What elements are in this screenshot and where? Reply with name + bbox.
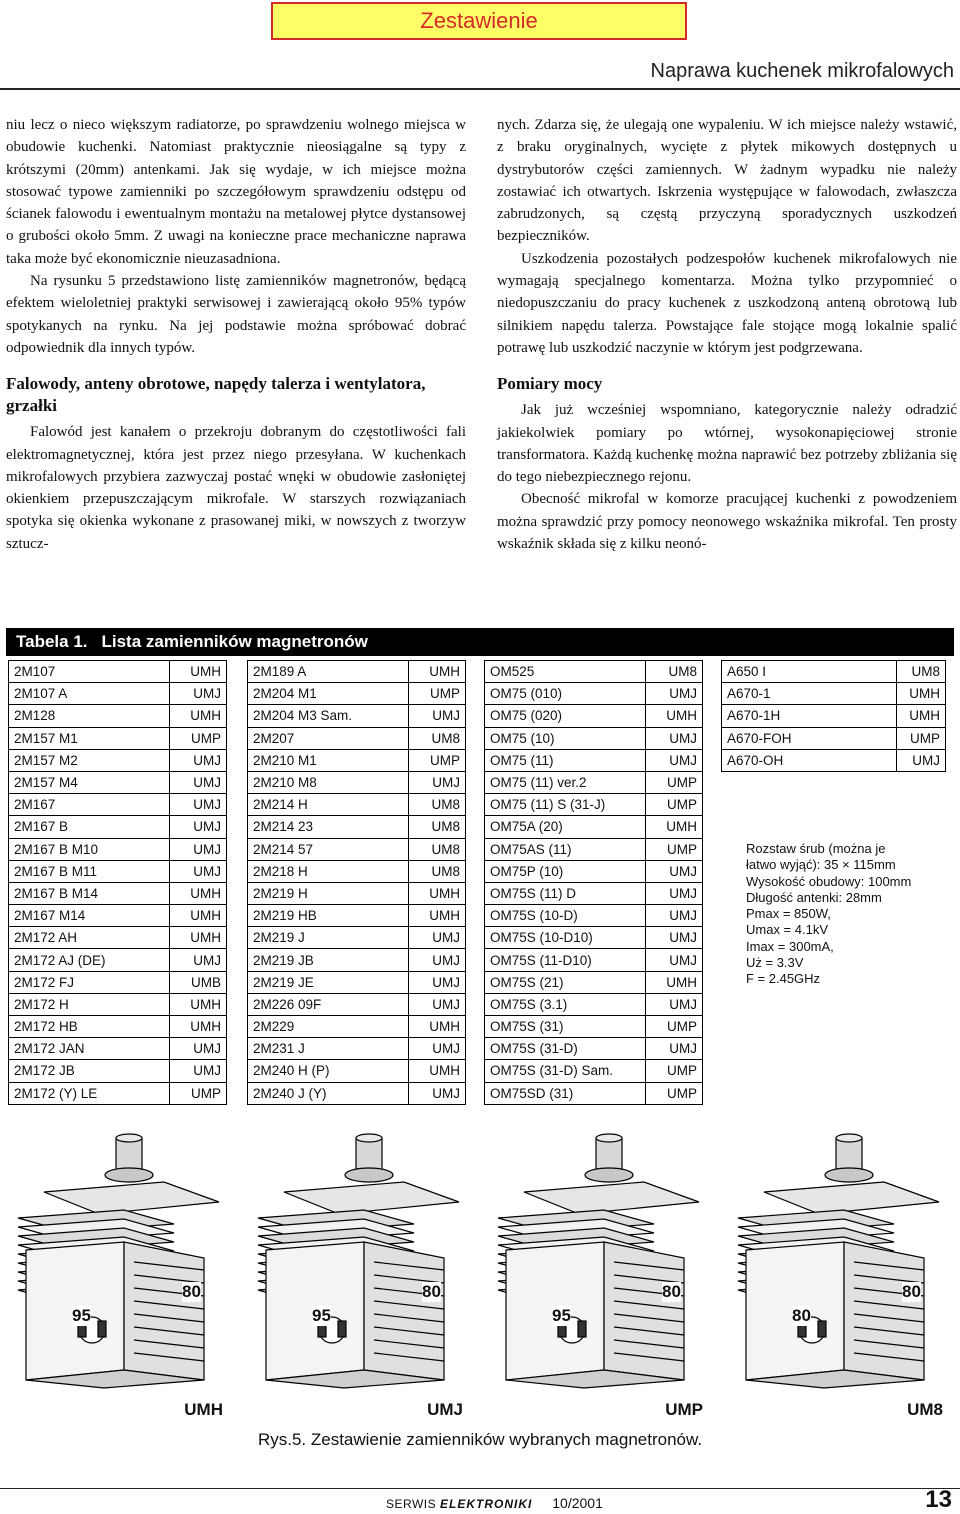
replacement-code: UMH [170, 705, 227, 727]
dimension-label: 80 [792, 1306, 811, 1325]
magnetron-model: OM75P (10) [485, 860, 646, 882]
table-row [485, 905, 703, 927]
magnetron-model: OM75S (3.1) [485, 993, 646, 1015]
magnetron-model: OM75 (020) [485, 705, 646, 727]
page-number: 13 [925, 1486, 952, 1513]
table-row [248, 727, 466, 749]
magnetron-model: 2M172 AH [9, 927, 170, 949]
table-row [485, 727, 703, 749]
table-row [9, 1016, 227, 1038]
magnetron-model: 2M157 M2 [9, 749, 170, 771]
magazine-serwis: SERWIS [386, 1497, 437, 1511]
table-row [9, 1060, 227, 1082]
replacement-code: UMH [409, 661, 466, 683]
magnetron-model: OM75AS (11) [485, 838, 646, 860]
table-row [722, 749, 946, 771]
table-row [248, 860, 466, 882]
replacement-code: UMH [409, 882, 466, 904]
magnetron-specs [746, 841, 911, 988]
magnetron-model: A650 I [722, 661, 897, 683]
table-row [248, 838, 466, 860]
replacement-code: UMJ [409, 705, 466, 727]
table-row [485, 749, 703, 771]
table-row [248, 749, 466, 771]
magnetron-drawing [244, 1130, 469, 1390]
magnetron-model: 2M229 [248, 1016, 409, 1038]
magnetron-model: OM75S (11) D [485, 882, 646, 904]
magnetron-model: 2M172 H [9, 993, 170, 1015]
magnetron-model: 2M219 H [248, 882, 409, 904]
magnetron-model: OM75A (20) [485, 816, 646, 838]
magnetron-model: 2M167 B [9, 816, 170, 838]
magnetron-model: OM75S (31) [485, 1016, 646, 1038]
table-row [485, 882, 703, 904]
table-row [9, 838, 227, 860]
magnetron-model: OM75 (11) [485, 749, 646, 771]
spec-line: Rozstaw śrub (można je [746, 841, 886, 856]
replacement-code: UMP [170, 727, 227, 749]
replacement-code: UMH [897, 683, 946, 705]
dimension-label: 95 [72, 1306, 91, 1325]
replacement-code: UMJ [409, 971, 466, 993]
paragraph: Na rysunku 5 przedstawiono listę zamienników magnetronów, będącą efektem wieloletniej praktyki serwisowej i zawierającą około 95% typów spotykanych na rynku. Na jej podstawie można spróbować dobrać odpowiednik dla innych typów. [6, 273, 466, 356]
replacement-code: UMH [170, 993, 227, 1015]
table-row [248, 816, 466, 838]
table-row [485, 771, 703, 793]
paragraph: Falowód jest kanałem o przekroju dobranym do częstotliwości fali elektromagnetycznej, która jest przez niego przesyłana. W kuchenkach mikrofalowych przybiera zazwyczaj postać wnęki w obudowie zasłoniętej okienkiem przepuszczającym mikrofale. W starszych rozwiązaniach spotyka się okienka wykonane z prasowanej miki, w nowszych z tworzyw sztucz- [6, 424, 466, 552]
replacement-table-col-3 [484, 660, 703, 1105]
magnetron-model: OM525 [485, 661, 646, 683]
magnetron-model: OM75S (10-D10) [485, 927, 646, 949]
magnetron-model: A670-1 [722, 683, 897, 705]
footer-rule [0, 1488, 960, 1489]
table-row [9, 1082, 227, 1104]
section-label: Zestawienie [271, 2, 687, 40]
replacement-code: UMP [409, 683, 466, 705]
magnetron-drawing [4, 1130, 229, 1390]
magnetron-model: 2M226 09F [248, 993, 409, 1015]
table-row [248, 794, 466, 816]
magnetron-model: 2M107 [9, 661, 170, 683]
magnetron-model: 2M204 M1 [248, 683, 409, 705]
replacement-code: UMH [170, 1016, 227, 1038]
paragraph: Obecność mikrofal w komorze pracującej kuchenki z powodzeniem można sprawdzić przy pomocy neonowego wskaźnika mikrofal. Ten prosty wskaźnik składa się z kilku neonó- [497, 491, 957, 553]
table-row [485, 794, 703, 816]
table-row [722, 661, 946, 683]
replacement-code: UMH [409, 905, 466, 927]
figure-caption: Rys.5. Zestawienie zamienników wybranych magnetronów. [257, 1430, 703, 1449]
replacement-code: UMH [409, 1060, 466, 1082]
magnetron-model: 2M219 J [248, 927, 409, 949]
magnetron-model: 2M172 JAN [9, 1038, 170, 1060]
replacement-code: UMJ [409, 927, 466, 949]
table-row [248, 949, 466, 971]
table-row [9, 860, 227, 882]
table-row [248, 1016, 466, 1038]
magnetron-model: 2M128 [9, 705, 170, 727]
table-row [9, 749, 227, 771]
table-row [248, 1060, 466, 1082]
magnetron-model: 2M231 J [248, 1038, 409, 1060]
table-row [485, 661, 703, 683]
magnetron-model: 2M172 AJ (DE) [9, 949, 170, 971]
magnetron-model: 2M172 HB [9, 1016, 170, 1038]
replacement-code: UMJ [170, 794, 227, 816]
magnetron-model: 2M214 23 [248, 816, 409, 838]
replacement-code: UMP [170, 1082, 227, 1104]
issue-number: 10/2001 [552, 1495, 603, 1511]
magnetron-model: 2M219 JE [248, 971, 409, 993]
replacement-code: UMH [897, 705, 946, 727]
replacement-code: UMP [897, 727, 946, 749]
magnetron-type-label: UMP [665, 1400, 703, 1419]
spec-line: Długość antenki: 28mm [746, 889, 882, 905]
spec-line: Imax = 300mA, [746, 938, 834, 954]
magnetron-model: 2M219 JB [248, 949, 409, 971]
replacement-code: UMJ [646, 927, 703, 949]
spec-line: Pmax = 850W, [746, 906, 831, 922]
table-row [9, 816, 227, 838]
replacement-code: UMH [409, 1016, 466, 1038]
table-row [485, 1060, 703, 1082]
table-row [485, 1016, 703, 1038]
replacement-code: UMJ [409, 1038, 466, 1060]
paragraph: niu lecz o nieco większym radiatorze, po sprawdzeniu wolnego miejsca w obudowie kuchenki. Natomiast praktycznie nieosiągalne są typy z krótszymi (20mm) antenkami. Jak się wydaje, w ich miejsce można stosować typowe zamienniki po szczegółowym sprawdzeniu odstępu od ścianek falowodu i ewentualnym montażu na metalowej płytce dystansowej o grubości około 5mm. Z uwagi na konieczne prace mechaniczne naprawa taka może być ekonomicznie nieuzasadniona. [6, 117, 466, 267]
spec-line: łatwo wyjąć): 35 × 115mm [746, 857, 896, 873]
replacement-code: UMP [646, 838, 703, 860]
table-row [485, 683, 703, 705]
replacement-code: UMJ [170, 1038, 227, 1060]
paragraph: Uszkodzenia pozostałych podzespołów kuchenek mikrofalowych nie wymagają specjalnego komentarza. Można tylko przypomnieć o niedopuszczaniu do pracy kuchenek z uszkodzoną anteną obrotową lub silnikiem napędu talerza. Powstające fale stojące mogą lokalnie spalić potrawę lub uszkodzić naczynie w którym jest podgrzewana. [497, 250, 957, 356]
replacement-code: UMJ [170, 749, 227, 771]
magnetron-model: 2M210 M8 [248, 771, 409, 793]
replacement-code: UMJ [409, 993, 466, 1015]
table-row [485, 949, 703, 971]
replacement-code: UMP [409, 749, 466, 771]
running-title: Naprawa kuchenek mikrofalowych [650, 60, 954, 82]
magnetron-model: OM75S (21) [485, 971, 646, 993]
replacement-code: UMJ [646, 905, 703, 927]
table-row [248, 705, 466, 727]
replacement-code: UMJ [409, 771, 466, 793]
magnetron-model: 2M219 HB [248, 905, 409, 927]
magazine-name [386, 1495, 603, 1511]
magnetron-model: 2M167 M14 [9, 905, 170, 927]
magnetron-umh [4, 1130, 229, 1420]
table-row [722, 683, 946, 705]
table-row [248, 771, 466, 793]
replacement-table-col-1 [8, 660, 227, 1105]
paragraph: Jak już wcześniej wspomniano, kategorycznie należy odradzić jakiekolwiek pomiary po wtórnej, wysokonapięciowej stronie transformatora. Każdą kuchenkę można naprawić bez potrzeby zbliżania się do tego niebezpiecznego rejonu. [497, 402, 957, 486]
replacement-code: UM8 [409, 838, 466, 860]
table-row [485, 816, 703, 838]
replacement-code: UMJ [170, 949, 227, 971]
magnetron-model: A670-FOH [722, 727, 897, 749]
table-row [248, 905, 466, 927]
magnetron-model: 2M204 M3 Sam. [248, 705, 409, 727]
magnetron-model: OM75S (31-D) Sam. [485, 1060, 646, 1082]
table-row [248, 971, 466, 993]
paragraph: nych. Zdarza się, że ulegają one wypaleniu. W ich miejsce należy wstawić, z braku oryginalnych, wycięte z płytek mikowych dostępnych u dystrybutorów części zamiennych. W żadnym wypadku nie należy zostawiać ich otwartych. Iskrzenia występujące w falowodach, zwłaszcza zabrudzonych, są częstą przyczyną sporadycznych uszkodzeń bezpieczników. [497, 117, 957, 245]
table-row [485, 927, 703, 949]
magnetron-drawing [484, 1130, 709, 1390]
table-row [722, 705, 946, 727]
table-row [485, 971, 703, 993]
table-row [9, 971, 227, 993]
magazine-elektroniki: ELEKTRONIKI [440, 1497, 533, 1511]
replacement-code: UMP [646, 1016, 703, 1038]
magnetron-model: A670-1H [722, 705, 897, 727]
table-row [485, 1038, 703, 1060]
replacement-code: UMJ [897, 749, 946, 771]
dimension-label: 80 [422, 1282, 441, 1301]
spec-line: Wysokość obudowy: 100mm [746, 873, 912, 889]
table-row [722, 727, 946, 749]
table-row [248, 927, 466, 949]
dimension-label: 80 [182, 1282, 201, 1301]
magnetron-model: OM75 (11) ver.2 [485, 771, 646, 793]
replacement-code: UMJ [646, 860, 703, 882]
spec-line: Uż = 3.3V [746, 955, 804, 971]
magnetron-model: 2M172 (Y) LE [9, 1082, 170, 1104]
magnetron-model: 2M172 FJ [9, 971, 170, 993]
table-row [9, 882, 227, 904]
replacement-code: UMJ [170, 1060, 227, 1082]
table-row [248, 993, 466, 1015]
magnetron-um8 [724, 1130, 949, 1420]
replacement-code: UMH [646, 705, 703, 727]
replacement-code: UMH [170, 661, 227, 683]
replacement-code: UMP [646, 1082, 703, 1104]
replacement-code: UMJ [170, 860, 227, 882]
table-label: Tabela 1. [16, 632, 88, 651]
magnetron-model: 2M167 B M11 [9, 860, 170, 882]
replacement-code: UMJ [646, 683, 703, 705]
table-row [485, 1082, 703, 1104]
replacement-code: UM8 [409, 727, 466, 749]
table-row [485, 993, 703, 1015]
replacement-code: UM8 [897, 661, 946, 683]
table-row [485, 705, 703, 727]
replacement-code: UM8 [646, 661, 703, 683]
replacement-code: UM8 [409, 860, 466, 882]
replacement-code: UMJ [646, 727, 703, 749]
section-heading: Pomiary mocy [497, 374, 603, 394]
replacement-code: UMJ [646, 993, 703, 1015]
table-title-bar [6, 628, 954, 656]
dimension-label: 80 [902, 1282, 921, 1301]
replacement-code: UMJ [170, 771, 227, 793]
table-title: Lista zamienników magnetronów [101, 632, 368, 651]
replacement-code: UMJ [170, 683, 227, 705]
replacement-code: UMJ [409, 1082, 466, 1104]
article-column-left [6, 114, 466, 555]
spec-line: F = 2.45GHz [746, 971, 821, 987]
replacement-code: UM8 [409, 794, 466, 816]
table-row [9, 993, 227, 1015]
magnetron-model: OM75 (11) S (31-J) [485, 794, 646, 816]
table-row [9, 771, 227, 793]
replacement-code: UMJ [409, 949, 466, 971]
magnetron-model: 2M207 [248, 727, 409, 749]
table-row [9, 727, 227, 749]
table-row [9, 1038, 227, 1060]
magnetron-model: 2M214 H [248, 794, 409, 816]
replacement-code: UMH [170, 905, 227, 927]
magnetron-model: 2M167 B M14 [9, 882, 170, 904]
magnetron-ump [484, 1130, 709, 1420]
table-row [248, 661, 466, 683]
replacement-table-col-4 [721, 660, 946, 772]
magnetron-model: OM75 (010) [485, 683, 646, 705]
header-rule [0, 88, 960, 90]
replacement-code: UMB [170, 971, 227, 993]
table-row [485, 860, 703, 882]
replacement-code: UMJ [646, 949, 703, 971]
magnetron-model: OM75S (11-D10) [485, 949, 646, 971]
replacement-code: UM8 [409, 816, 466, 838]
magnetron-model: 2M157 M4 [9, 771, 170, 793]
magnetron-model: A670-OH [722, 749, 897, 771]
magnetron-model: 2M107 A [9, 683, 170, 705]
dimension-label: 95 [312, 1306, 331, 1325]
magnetron-model: 2M172 JB [9, 1060, 170, 1082]
magnetron-model: 2M167 B M10 [9, 838, 170, 860]
magnetron-model: OM75SD (31) [485, 1082, 646, 1104]
magnetron-type-label: UMH [184, 1400, 223, 1419]
replacement-code: UMJ [646, 1038, 703, 1060]
magnetron-model: 2M167 [9, 794, 170, 816]
magnetron-model: 2M210 M1 [248, 749, 409, 771]
replacement-code: UMJ [170, 838, 227, 860]
replacement-code: UMH [646, 971, 703, 993]
replacement-table-col-2 [247, 660, 466, 1105]
replacement-code: UMP [646, 1060, 703, 1082]
magnetron-model: 2M240 J (Y) [248, 1082, 409, 1104]
replacement-code: UMP [646, 794, 703, 816]
replacement-code: UMJ [646, 749, 703, 771]
table-row [248, 1038, 466, 1060]
magnetron-model: 2M157 M1 [9, 727, 170, 749]
magnetron-model: 2M189 A [248, 661, 409, 683]
table-row [9, 905, 227, 927]
spec-line: Umax = 4.1kV [746, 922, 829, 938]
article-column-right [497, 114, 957, 555]
replacement-code: UMH [646, 816, 703, 838]
table-row [9, 683, 227, 705]
magnetron-model: OM75 (10) [485, 727, 646, 749]
table-row [248, 882, 466, 904]
magnetron-model: 2M214 57 [248, 838, 409, 860]
table-row [9, 794, 227, 816]
magnetron-drawing [724, 1130, 949, 1390]
magnetron-umj [244, 1130, 469, 1420]
replacement-code: UMJ [646, 882, 703, 904]
table-row [9, 661, 227, 683]
table-row [9, 949, 227, 971]
section-heading: Falowody, anteny obrotowe, napędy talerza i wentylatora, grzałki [6, 374, 426, 416]
magnetron-model: OM75S (31-D) [485, 1038, 646, 1060]
table-row [248, 1082, 466, 1104]
table-row [9, 705, 227, 727]
magnetron-model: 2M240 H (P) [248, 1060, 409, 1082]
dimension-label: 95 [552, 1306, 571, 1325]
magnetron-model: 2M218 H [248, 860, 409, 882]
table-row [485, 838, 703, 860]
replacement-code: UMH [170, 927, 227, 949]
replacement-code: UMH [170, 882, 227, 904]
table-row [248, 683, 466, 705]
table-row [9, 927, 227, 949]
magnetron-model: OM75S (10-D) [485, 905, 646, 927]
replacement-code: UMJ [170, 816, 227, 838]
magnetron-type-label: UMJ [427, 1400, 463, 1419]
magnetron-type-label: UM8 [907, 1400, 943, 1419]
dimension-label: 80 [662, 1282, 681, 1301]
magnetron-figure [0, 1130, 960, 1420]
replacement-code: UMP [646, 771, 703, 793]
